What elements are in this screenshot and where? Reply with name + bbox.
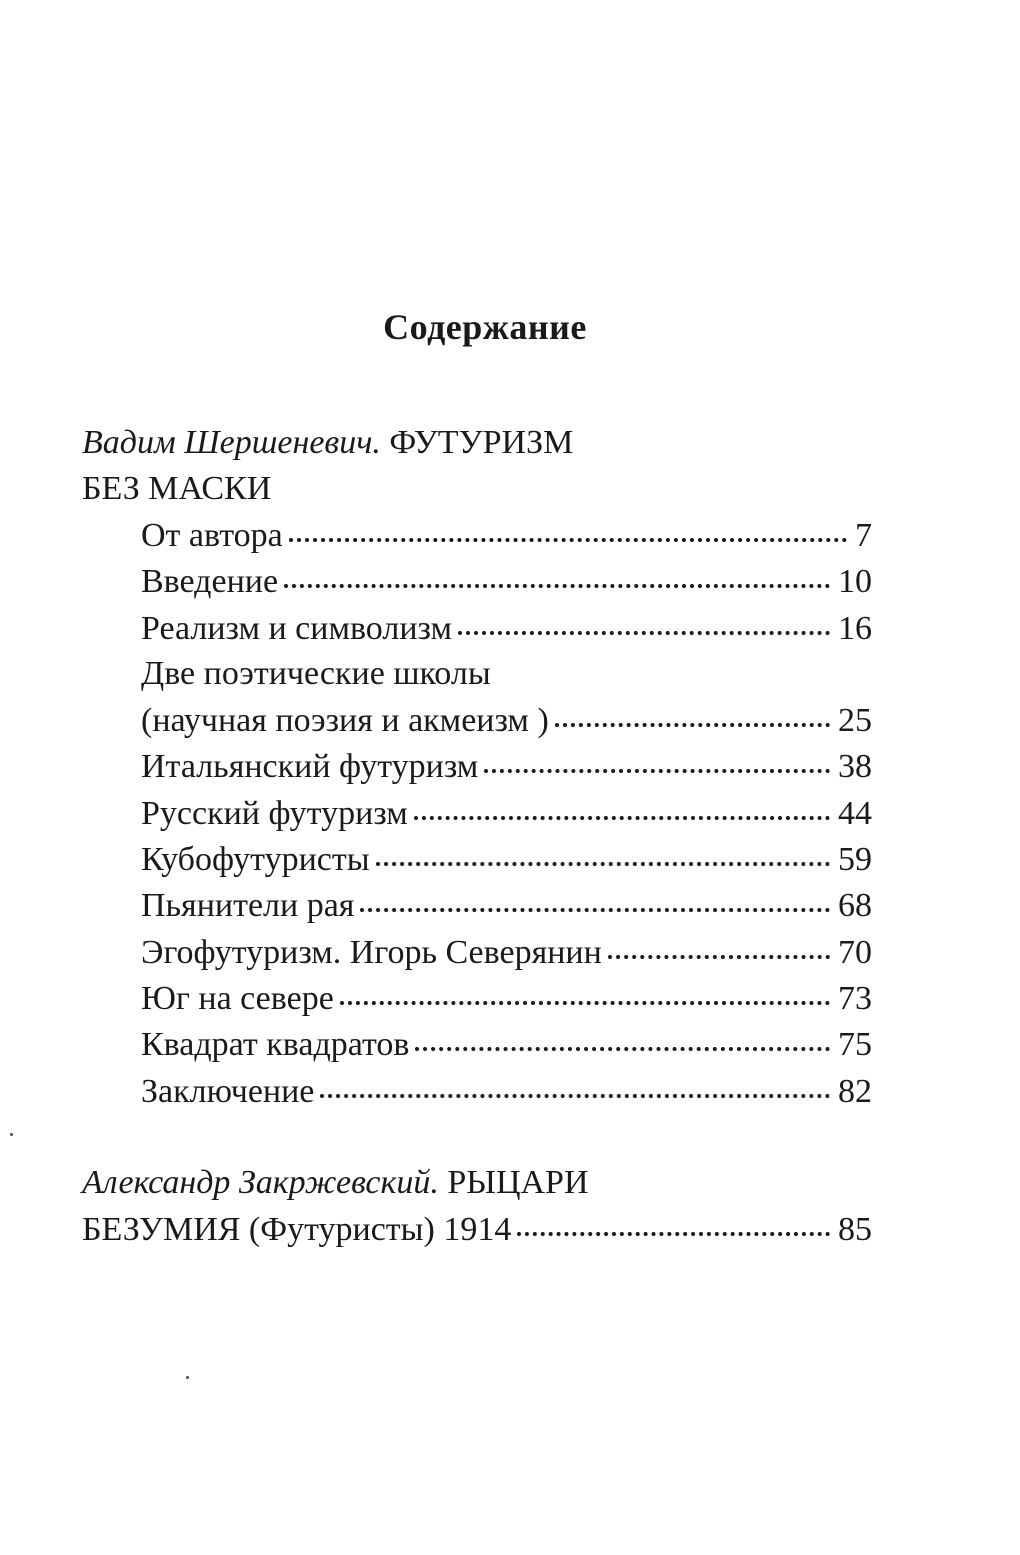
work-title-part-2: БЕЗ МАСКИ [82, 470, 272, 507]
toc-entry[interactable] [82, 1068, 872, 1114]
toc-entry[interactable] [82, 651, 872, 697]
toc-entry-page: 25 [838, 702, 872, 740]
work-title-part-2: БЕЗУМИЯ (Футуристы) 1914 [82, 1211, 512, 1248]
toc-entry-page: 68 [838, 887, 872, 925]
toc-entry[interactable] [82, 836, 872, 882]
scan-speck [10, 1133, 13, 1136]
page-title: Содержание [383, 307, 587, 347]
toc-entry-label: Две поэтические школы [141, 654, 491, 692]
dot-leader [376, 832, 830, 866]
toc-entry-label: Русский футуризм [141, 794, 408, 832]
toc-entry-page: 73 [838, 979, 872, 1017]
work-title-part-1: ФУТУРИЗМ [389, 424, 574, 461]
work-title-part-1: РЫЦАРИ [447, 1164, 589, 1201]
toc-entry-label: Введение [141, 563, 279, 601]
toc-entry-page: 10 [838, 563, 872, 601]
dot-leader [340, 971, 830, 1005]
toc-entry-label: Заключение [141, 1072, 315, 1110]
toc-entry-label: От автора [141, 517, 283, 554]
section-heading-line-1 [82, 1160, 872, 1206]
toc-entry[interactable] [82, 1021, 872, 1067]
toc-entry[interactable] [82, 790, 872, 836]
toc-list [82, 512, 872, 1114]
toc-entry-page: 16 [838, 609, 872, 647]
dot-leader [414, 786, 830, 820]
toc-entry-page: 82 [838, 1072, 872, 1110]
toc-entry[interactable] [82, 605, 872, 651]
toc-entry-label: Реализм и символизм [141, 609, 452, 647]
toc-section-shershenevich [82, 420, 872, 1114]
toc-entry[interactable] [82, 929, 872, 975]
toc-section-zakrzhevsky[interactable] [82, 1160, 872, 1252]
toc-entry-label: Эгофутуризм. Игорь Северянин [141, 933, 602, 971]
dot-leader [555, 693, 830, 727]
toc-entry-page: 38 [838, 748, 872, 786]
author-name: Александр Закржевский. [82, 1164, 439, 1201]
toc-entry[interactable] [82, 882, 872, 928]
toc-entry-page: 59 [838, 841, 872, 879]
toc-entry[interactable] [82, 743, 872, 789]
dot-leader [484, 739, 830, 773]
toc-entry[interactable] [82, 558, 872, 604]
dot-leader [415, 1017, 830, 1051]
toc-entry-label: Кубофутуристы [141, 841, 370, 879]
toc-entry-label: Квадрат квадратов [141, 1026, 410, 1064]
section-heading-line-2 [82, 466, 872, 512]
toc-entry-label: Итальянский футуризм [141, 748, 479, 786]
toc-entry[interactable] [82, 975, 872, 1021]
dot-leader [458, 601, 830, 635]
toc-entry-page: 85 [838, 1211, 872, 1248]
toc-entry[interactable] [82, 512, 872, 558]
dot-leader [608, 925, 830, 959]
scan-speck [186, 1376, 189, 1379]
section-heading-line-2 [82, 1206, 872, 1252]
dot-leader [289, 508, 847, 542]
dot-leader [360, 878, 830, 912]
toc-entry[interactable] [82, 697, 872, 743]
section-heading-line-1 [82, 420, 872, 466]
dot-leader [284, 554, 830, 588]
toc-entry-label: Пьянители рая [141, 887, 355, 925]
author-name: Вадим Шершеневич. [82, 424, 381, 461]
toc-entry-label: Юг на севере [141, 979, 334, 1017]
toc-entry-page: 75 [838, 1026, 872, 1064]
toc-entry-page: 44 [838, 794, 872, 832]
toc-entry-label: (научная поэзия и акмеизм ) [141, 702, 549, 740]
toc-entry-page: 7 [855, 517, 872, 554]
toc-entry-page: 70 [838, 933, 872, 971]
dot-leader [517, 1202, 830, 1236]
dot-leader [320, 1064, 830, 1098]
